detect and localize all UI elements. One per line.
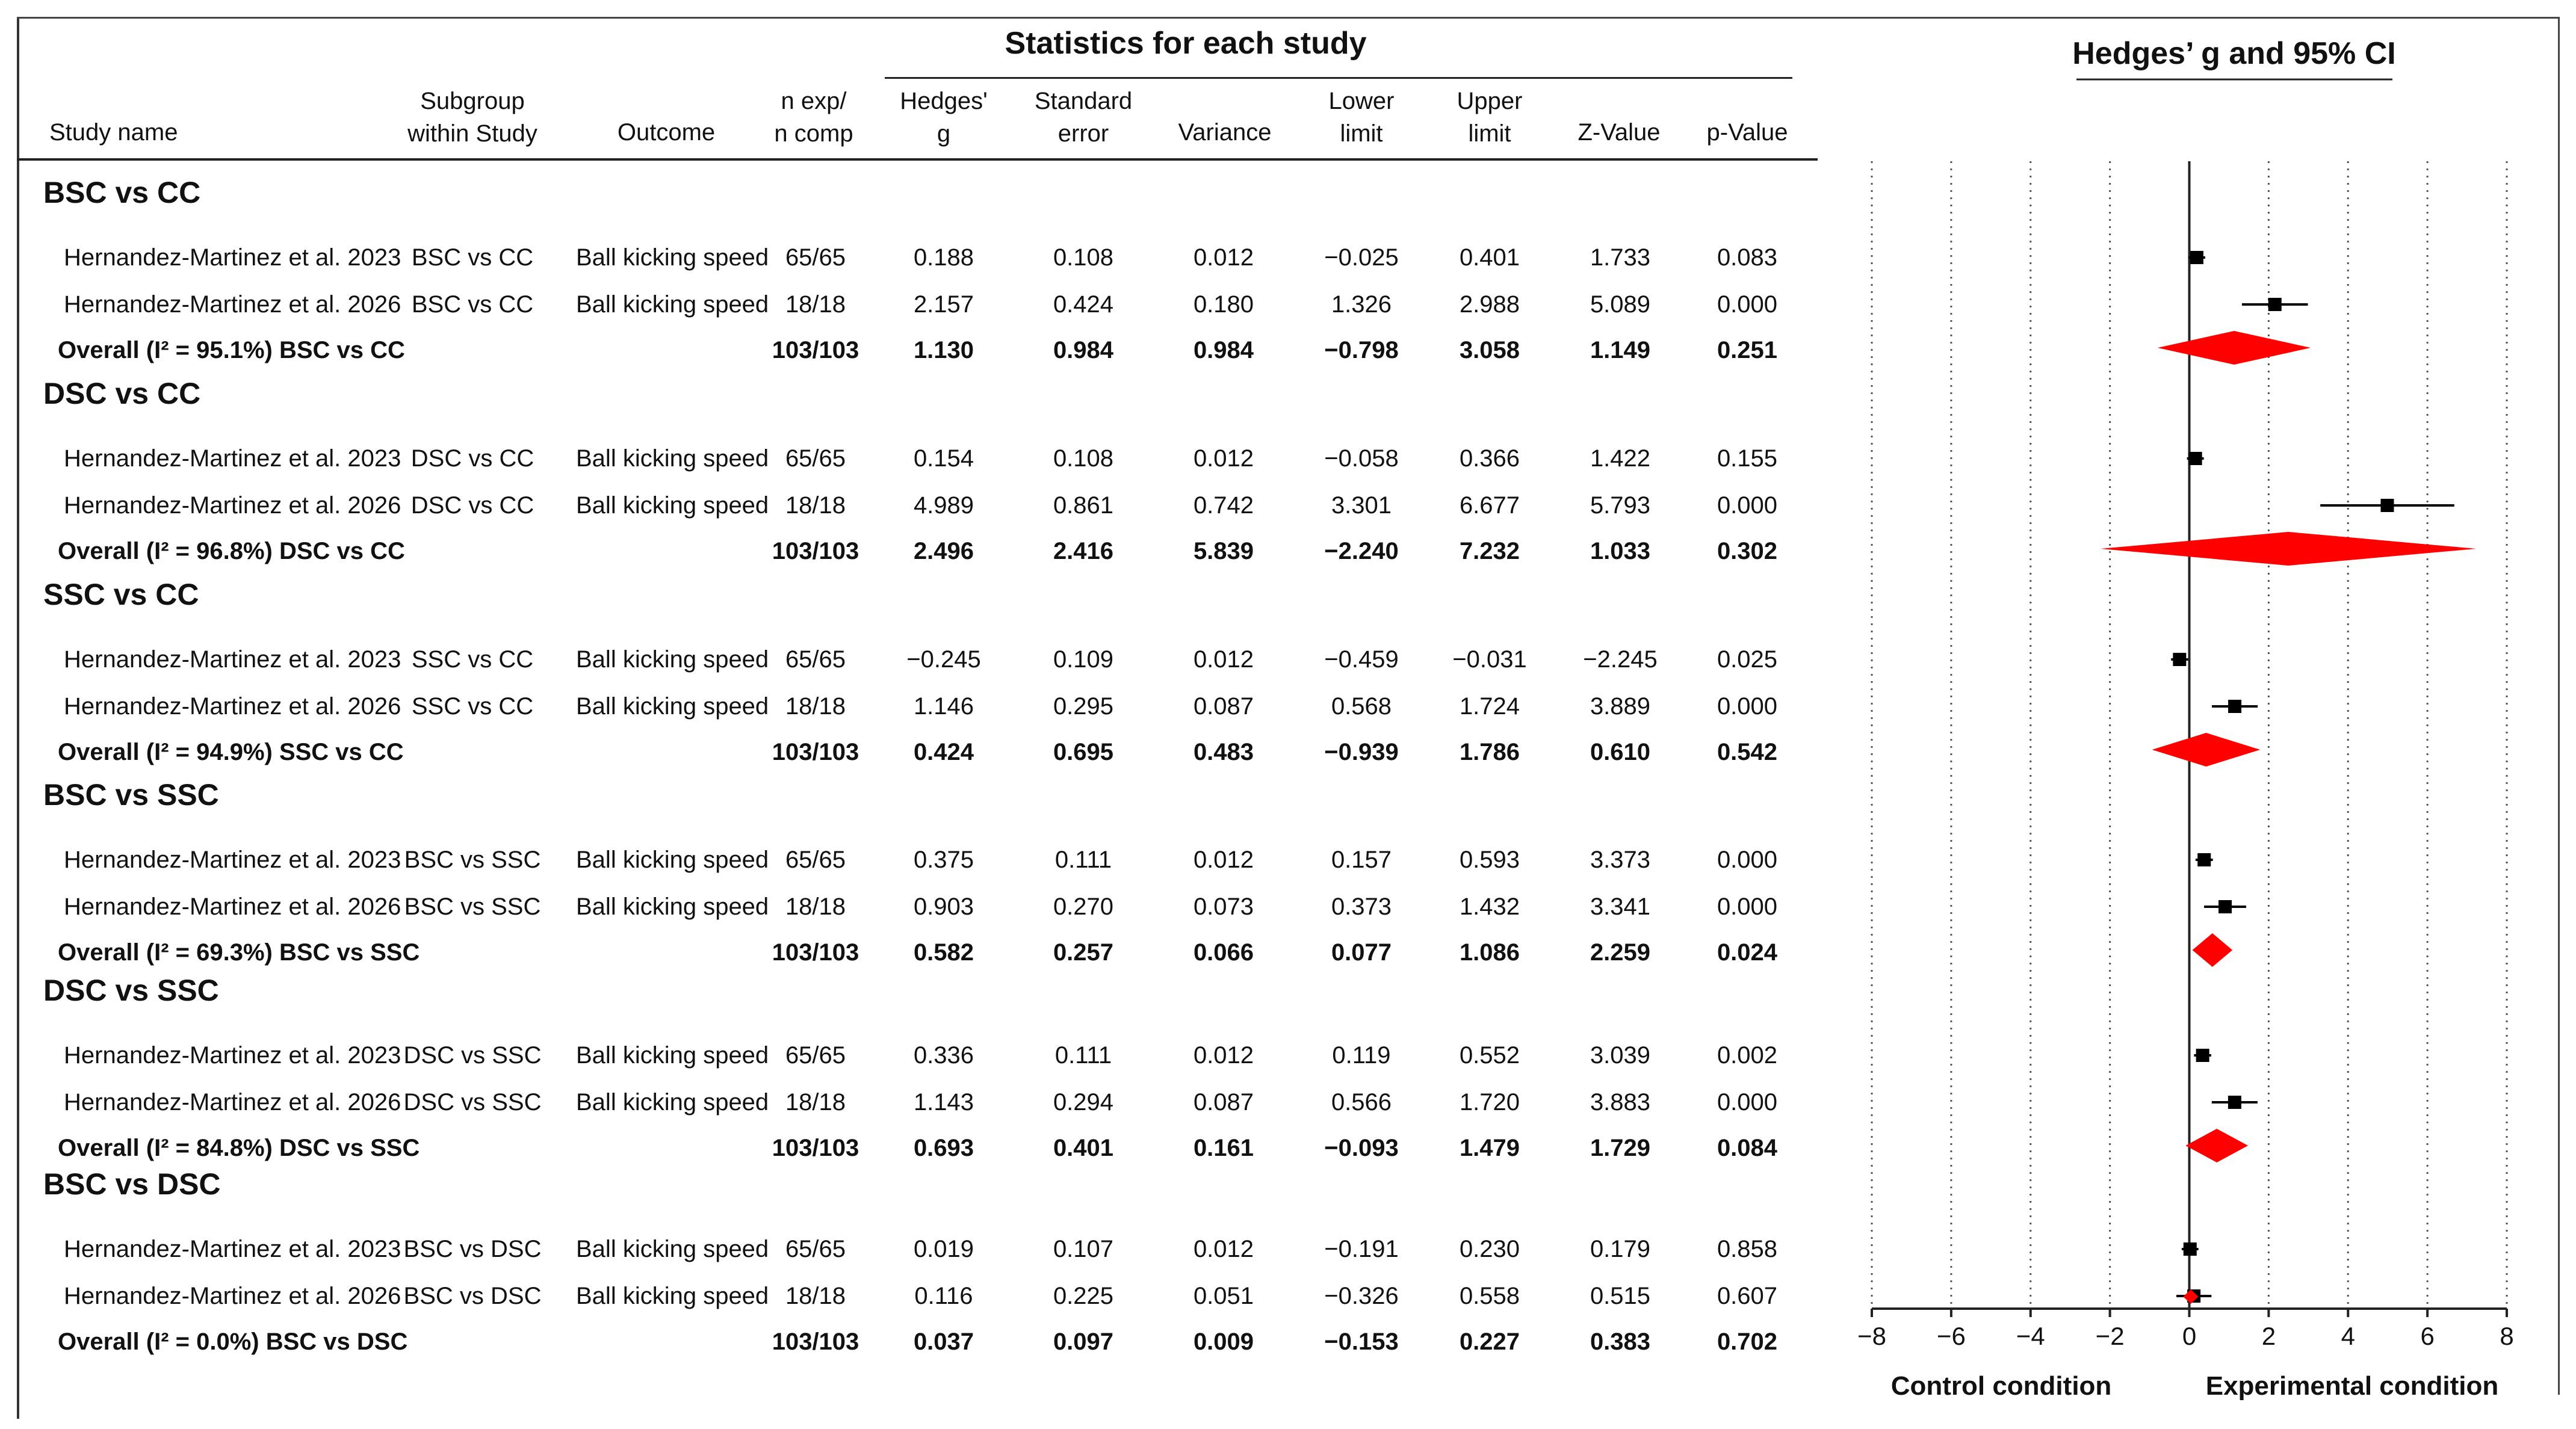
overall-diamond (2101, 532, 2477, 566)
overall-diamond (2158, 331, 2311, 365)
overall-cell-2: 0.582 (913, 939, 974, 966)
cell-3: 65/65 (785, 244, 846, 271)
outcome: Ball kicking speed (576, 244, 769, 271)
cell-3: 18/18 (785, 1089, 846, 1116)
subgroup: BSC vs CC (411, 291, 534, 318)
overall-cell-7: 0.610 (1590, 739, 1651, 765)
overall-cell-1: 103/103 (772, 538, 859, 564)
x-label-control: Control condition (1890, 1371, 2112, 1401)
overall-cell-6: 3.058 (1459, 337, 1520, 363)
overall-cell-4: 5.839 (1193, 538, 1254, 564)
header-5-line-1: error (1057, 120, 1109, 147)
study-name: Hernandez-Martinez et al. 2023 (64, 646, 401, 673)
cell-9: 5.793 (1590, 492, 1651, 519)
cell-8: −0.031 (1452, 646, 1527, 673)
cell-8: 0.552 (1459, 1042, 1520, 1069)
x-tick-label: −8 (1857, 1322, 1886, 1350)
cell-4: −0.245 (906, 646, 981, 673)
cell-3: 18/18 (785, 894, 846, 920)
cell-6: 0.051 (1193, 1283, 1254, 1309)
cell-8: 0.558 (1459, 1283, 1520, 1309)
cell-7: −0.191 (1324, 1236, 1399, 1262)
cell-6: 0.012 (1193, 1236, 1254, 1262)
cell-10: 0.025 (1717, 646, 1778, 673)
cell-8: 6.677 (1459, 492, 1520, 519)
cell-3: 18/18 (785, 1283, 846, 1309)
subgroup: BSC vs DSC (403, 1283, 542, 1309)
subgroup: DSC vs CC (410, 492, 534, 519)
overall-cell-4: 0.161 (1193, 1135, 1254, 1161)
study-name: Hernandez-Martinez et al. 2026 (64, 693, 401, 720)
study-marker (2189, 452, 2202, 465)
overall-cell-2: 1.130 (913, 337, 974, 363)
subgroup: SSC vs CC (411, 693, 534, 720)
header-10-line-0: p-Value (1706, 119, 1788, 146)
subgroup: SSC vs CC (411, 646, 534, 673)
study-name: Hernandez-Martinez et al. 2023 (64, 244, 401, 271)
subgroup: DSC vs SSC (403, 1042, 542, 1069)
overall-cell-5: −0.093 (1324, 1135, 1399, 1161)
group-title-1: DSC vs CC (43, 377, 201, 410)
cell-10: 0.000 (1717, 1089, 1778, 1116)
x-tick-label: −6 (1936, 1322, 1966, 1350)
header-1-line-1: within Study (407, 120, 537, 147)
cell-5: 0.861 (1053, 492, 1114, 519)
cell-3: 65/65 (785, 1236, 846, 1262)
overall-cell-7: 2.259 (1590, 939, 1651, 966)
overall-cell-1: 103/103 (772, 939, 859, 966)
cell-7: −0.326 (1324, 1283, 1399, 1309)
outcome: Ball kicking speed (576, 693, 769, 720)
cell-7: 3.301 (1331, 492, 1392, 519)
table-title: Statistics for each study (1005, 26, 1367, 61)
overall-cell-6: 1.479 (1459, 1135, 1520, 1161)
study-name: Hernandez-Martinez et al. 2026 (64, 1089, 401, 1116)
study-name: Hernandez-Martinez et al. 2023 (64, 847, 401, 873)
cell-9: 3.889 (1590, 693, 1651, 720)
cell-7: 0.157 (1331, 847, 1392, 873)
study-name: Hernandez-Martinez et al. 2023 (64, 1042, 401, 1069)
cell-5: 0.111 (1054, 847, 1112, 873)
overall-cell-2: 0.037 (913, 1329, 974, 1355)
overall-label: Overall (I² = 94.9%) SSC vs CC (58, 739, 404, 765)
study-name: Hernandez-Martinez et al. 2026 (64, 1283, 401, 1309)
cell-8: 1.724 (1459, 693, 1520, 720)
cell-10: 0.155 (1717, 445, 1778, 472)
cell-10: 0.000 (1717, 847, 1778, 873)
cell-4: 0.116 (914, 1283, 973, 1309)
overall-cell-1: 103/103 (772, 1135, 859, 1161)
cell-6: 0.087 (1193, 1089, 1254, 1116)
cell-7: 0.566 (1331, 1089, 1392, 1116)
cell-8: 1.720 (1459, 1089, 1520, 1116)
header-8-line-0: Upper (1457, 88, 1523, 114)
cell-7: −0.459 (1324, 646, 1399, 673)
cell-10: 0.000 (1717, 492, 1778, 519)
cell-5: 0.270 (1053, 894, 1114, 920)
overall-cell-5: −0.798 (1324, 337, 1399, 363)
cell-6: 0.012 (1193, 847, 1254, 873)
overall-cell-6: 1.786 (1459, 739, 1520, 765)
overall-cell-8: 0.024 (1717, 939, 1778, 966)
outcome: Ball kicking speed (576, 894, 769, 920)
cell-3: 65/65 (785, 445, 846, 472)
outcome: Ball kicking speed (576, 646, 769, 673)
group-title-5: BSC vs DSC (43, 1167, 221, 1201)
study-marker (2184, 1242, 2197, 1256)
cell-10: 0.002 (1717, 1042, 1778, 1069)
overall-cell-7: 1.149 (1590, 337, 1651, 363)
x-tick-label: 6 (2420, 1322, 2435, 1350)
header-3-line-1: n comp (774, 120, 853, 147)
cell-10: 0.000 (1717, 693, 1778, 720)
cell-5: 0.108 (1053, 445, 1114, 472)
overall-cell-3: 0.984 (1053, 337, 1114, 363)
overall-cell-4: 0.009 (1193, 1329, 1254, 1355)
study-marker (2380, 499, 2394, 512)
header-9-line-0: Z-Value (1577, 119, 1661, 146)
overall-label: Overall (I² = 0.0%) BSC vs DSC (58, 1329, 408, 1355)
cell-4: 2.157 (913, 291, 974, 318)
group-title-2: SSC vs CC (43, 578, 199, 611)
overall-cell-8: 0.542 (1717, 739, 1778, 765)
plot-title: Hedges’ g and 95% CI (2072, 36, 2396, 71)
cell-8: 0.230 (1459, 1236, 1520, 1262)
cell-8: 2.988 (1459, 291, 1520, 318)
cell-9: 1.422 (1590, 445, 1651, 472)
overall-cell-2: 2.496 (913, 538, 974, 564)
overall-cell-4: 0.984 (1193, 337, 1254, 363)
cell-4: 1.143 (913, 1089, 974, 1116)
cell-9: −2.245 (1583, 646, 1658, 673)
cell-3: 18/18 (785, 693, 846, 720)
overall-label: Overall (I² = 95.1%) BSC vs CC (58, 337, 405, 363)
study-name: Hernandez-Martinez et al. 2023 (64, 1236, 401, 1262)
outcome: Ball kicking speed (576, 847, 769, 873)
cell-7: 0.373 (1331, 894, 1392, 920)
overall-cell-5: −0.153 (1324, 1329, 1399, 1355)
header-8-line-1: limit (1468, 120, 1511, 147)
cell-10: 0.607 (1717, 1283, 1778, 1309)
study-marker (2268, 298, 2282, 311)
cell-5: 0.294 (1053, 1089, 1114, 1116)
cell-10: 0.083 (1717, 244, 1778, 271)
cell-8: 0.366 (1459, 445, 1520, 472)
cell-4: 1.146 (913, 693, 974, 720)
overall-diamond (2193, 933, 2233, 967)
overall-cell-7: 1.729 (1590, 1135, 1651, 1161)
outcome: Ball kicking speed (576, 445, 769, 472)
study-marker (2228, 700, 2241, 713)
cell-6: 0.012 (1193, 244, 1254, 271)
cell-3: 18/18 (785, 291, 846, 318)
outcome: Ball kicking speed (576, 1283, 769, 1309)
cell-6: 0.012 (1193, 646, 1254, 673)
cell-9: 3.373 (1590, 847, 1651, 873)
cell-7: −0.025 (1324, 244, 1399, 271)
overall-cell-3: 2.416 (1053, 538, 1114, 564)
x-label-experimental: Experimental condition (2205, 1371, 2499, 1401)
cell-5: 0.295 (1053, 693, 1114, 720)
cell-8: 1.432 (1459, 894, 1520, 920)
header-7-line-0: Lower (1328, 88, 1395, 114)
cell-9: 0.179 (1590, 1236, 1651, 1262)
cell-5: 0.108 (1053, 244, 1114, 271)
outcome: Ball kicking speed (576, 492, 769, 519)
overall-cell-1: 103/103 (772, 1329, 859, 1355)
study-marker (2197, 853, 2211, 866)
overall-cell-5: 0.077 (1331, 939, 1392, 966)
subgroup: BSC vs SSC (404, 894, 541, 920)
cell-6: 0.012 (1193, 1042, 1254, 1069)
outcome: Ball kicking speed (576, 1236, 769, 1262)
overall-cell-8: 0.084 (1717, 1135, 1778, 1161)
cell-7: 0.119 (1332, 1042, 1391, 1069)
overall-cell-8: 0.302 (1717, 538, 1778, 564)
overall-cell-6: 7.232 (1459, 538, 1520, 564)
overall-cell-8: 0.251 (1717, 337, 1778, 363)
outcome: Ball kicking speed (576, 1042, 769, 1069)
cell-6: 0.087 (1193, 693, 1254, 720)
x-tick-label: 2 (2261, 1322, 2276, 1350)
study-marker (2196, 1049, 2209, 1062)
cell-9: 3.341 (1590, 894, 1651, 920)
study-name: Hernandez-Martinez et al. 2026 (64, 492, 401, 519)
outcome: Ball kicking speed (576, 291, 769, 318)
subgroup: BSC vs SSC (404, 847, 541, 873)
x-tick-label: 0 (2182, 1322, 2197, 1350)
cell-3: 65/65 (785, 847, 846, 873)
overall-cell-1: 103/103 (772, 739, 859, 765)
header-3-line-0: n exp/ (781, 88, 847, 114)
cell-4: 0.903 (913, 894, 974, 920)
overall-cell-4: 0.066 (1193, 939, 1254, 966)
cell-6: 0.742 (1193, 492, 1254, 519)
x-tick-label: −2 (2095, 1322, 2125, 1350)
header-1-line-0: Subgroup (420, 88, 525, 114)
cell-4: 0.375 (913, 847, 974, 873)
cell-9: 1.733 (1590, 244, 1651, 271)
cell-3: 18/18 (785, 492, 846, 519)
header-4-line-0: Hedges' (900, 88, 988, 114)
overall-cell-3: 0.257 (1053, 939, 1114, 966)
cell-8: 0.401 (1459, 244, 1520, 271)
cell-9: 5.089 (1590, 291, 1651, 318)
group-title-3: BSC vs SSC (43, 778, 219, 812)
cell-5: 0.111 (1054, 1042, 1112, 1069)
study-marker (2228, 1096, 2241, 1109)
cell-10: 0.000 (1717, 894, 1778, 920)
outcome: Ball kicking speed (576, 1089, 769, 1116)
cell-5: 0.107 (1053, 1236, 1114, 1262)
header-2-line-0: Outcome (617, 119, 716, 146)
cell-9: 3.883 (1590, 1089, 1651, 1116)
group-title-0: BSC vs CC (43, 176, 201, 209)
cell-4: 0.336 (913, 1042, 974, 1069)
cell-3: 65/65 (785, 646, 846, 673)
cell-3: 65/65 (785, 1042, 846, 1069)
overall-diamond (2152, 733, 2261, 767)
overall-diamond (2185, 1129, 2248, 1162)
study-marker (2173, 653, 2186, 666)
study-name: Hernandez-Martinez et al. 2023 (64, 445, 401, 472)
header-5-line-0: Standard (1034, 88, 1133, 114)
study-name: Hernandez-Martinez et al. 2026 (64, 291, 401, 318)
study-marker (2218, 900, 2232, 913)
cell-4: 4.989 (913, 492, 974, 519)
cell-4: 0.019 (913, 1236, 974, 1262)
subgroup: BSC vs CC (411, 244, 534, 271)
overall-cell-4: 0.483 (1193, 739, 1254, 765)
header-4-line-1: g (937, 120, 951, 147)
header-7-line-1: limit (1340, 120, 1383, 147)
overall-cell-1: 103/103 (772, 337, 859, 363)
cell-6: 0.012 (1193, 445, 1254, 472)
study-marker (2190, 251, 2203, 264)
cell-7: −0.058 (1324, 445, 1399, 472)
cell-4: 0.188 (913, 244, 974, 271)
cell-9: 3.039 (1590, 1042, 1651, 1069)
cell-9: 0.515 (1590, 1283, 1651, 1309)
header-6-line-0: Variance (1178, 119, 1272, 146)
subgroup: DSC vs CC (410, 445, 534, 472)
group-title-4: DSC vs SSC (43, 974, 219, 1007)
subgroup: DSC vs SSC (403, 1089, 542, 1116)
overall-cell-3: 0.401 (1053, 1135, 1114, 1161)
overall-cell-6: 1.086 (1459, 939, 1520, 966)
overall-cell-2: 0.424 (913, 739, 974, 765)
x-tick-label: −4 (2016, 1322, 2045, 1350)
overall-label: Overall (I² = 96.8%) DSC vs CC (58, 538, 405, 564)
overall-cell-7: 0.383 (1590, 1329, 1651, 1355)
cell-10: 0.858 (1717, 1236, 1778, 1262)
cell-7: 1.326 (1331, 291, 1392, 318)
cell-10: 0.000 (1717, 291, 1778, 318)
x-tick-label: 4 (2341, 1322, 2355, 1350)
cell-4: 0.154 (913, 445, 974, 472)
cell-5: 0.109 (1053, 646, 1114, 673)
overall-label: Overall (I² = 84.8%) DSC vs SSC (58, 1135, 420, 1161)
cell-8: 0.593 (1459, 847, 1520, 873)
overall-cell-5: −0.939 (1324, 739, 1399, 765)
overall-cell-2: 0.693 (913, 1135, 974, 1161)
study-name: Hernandez-Martinez et al. 2026 (64, 894, 401, 920)
cell-7: 0.568 (1331, 693, 1392, 720)
cell-6: 0.073 (1193, 894, 1254, 920)
overall-cell-5: −2.240 (1324, 538, 1399, 564)
cell-6: 0.180 (1193, 291, 1254, 318)
overall-cell-6: 0.227 (1459, 1329, 1520, 1355)
x-tick-label: 8 (2500, 1322, 2514, 1350)
overall-cell-8: 0.702 (1717, 1329, 1778, 1355)
header-0-line-0: Study name (49, 119, 178, 146)
subgroup: BSC vs DSC (403, 1236, 542, 1262)
overall-cell-3: 0.695 (1053, 739, 1114, 765)
overall-cell-3: 0.097 (1053, 1329, 1114, 1355)
cell-5: 0.225 (1053, 1283, 1114, 1309)
overall-label: Overall (I² = 69.3%) BSC vs SSC (58, 939, 420, 966)
overall-cell-7: 1.033 (1590, 538, 1651, 564)
cell-5: 0.424 (1053, 291, 1114, 318)
